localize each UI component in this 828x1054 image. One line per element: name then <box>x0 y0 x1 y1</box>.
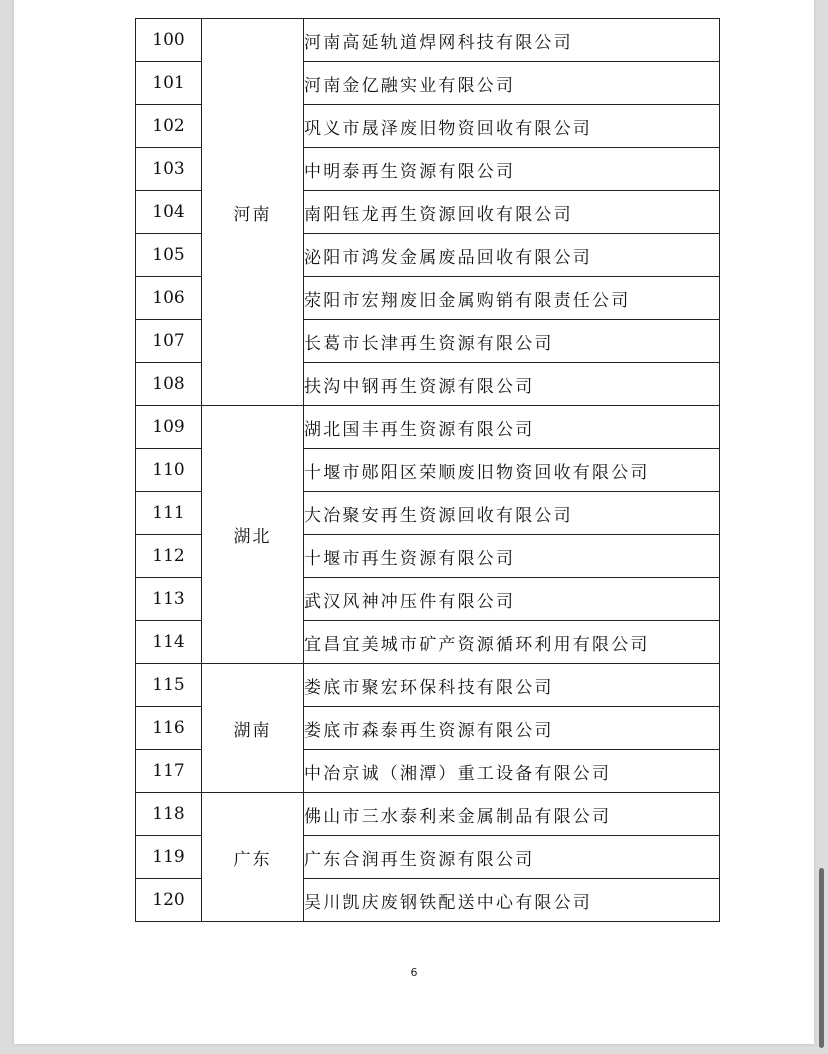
table-row <box>136 793 720 836</box>
company-name: 大冶聚安再生资源回收有限公司 <box>304 492 720 535</box>
row-number: 105 <box>136 234 202 277</box>
table-row <box>136 406 720 449</box>
page-number: 6 <box>410 966 418 979</box>
company-name: 中冶京诚（湘潭）重工设备有限公司 <box>304 750 720 793</box>
row-number: 120 <box>136 879 202 922</box>
row-number: 106 <box>136 277 202 320</box>
row-number: 115 <box>136 664 202 707</box>
province-cell: 湖北 <box>202 406 304 664</box>
company-name: 泌阳市鸿发金属废品回收有限公司 <box>304 234 720 277</box>
company-name: 南阳钰龙再生资源回收有限公司 <box>304 191 720 234</box>
row-number: 108 <box>136 363 202 406</box>
company-name: 宜昌宜美城市矿产资源循环利用有限公司 <box>304 621 720 664</box>
company-name: 广东合润再生资源有限公司 <box>304 836 720 879</box>
company-name: 河南金亿融实业有限公司 <box>304 62 720 105</box>
table-body <box>136 19 720 922</box>
row-number: 112 <box>136 535 202 578</box>
company-name: 河南高延轨道焊网科技有限公司 <box>304 19 720 62</box>
table-row <box>136 19 720 62</box>
scrollbar[interactable] <box>819 868 824 1048</box>
province-cell: 河南 <box>202 19 304 406</box>
company-name: 十堰市郧阳区荣顺废旧物资回收有限公司 <box>304 449 720 492</box>
table-row <box>136 664 720 707</box>
row-number: 101 <box>136 62 202 105</box>
row-number: 114 <box>136 621 202 664</box>
company-name: 中明泰再生资源有限公司 <box>304 148 720 191</box>
company-name: 武汉风神冲压件有限公司 <box>304 578 720 621</box>
company-name: 巩义市晟泽废旧物资回收有限公司 <box>304 105 720 148</box>
row-number: 109 <box>136 406 202 449</box>
company-name: 长葛市长津再生资源有限公司 <box>304 320 720 363</box>
row-number: 104 <box>136 191 202 234</box>
company-name: 吴川凯庆废钢铁配送中心有限公司 <box>304 879 720 922</box>
province-cell: 广东 <box>202 793 304 922</box>
company-name: 娄底市森泰再生资源有限公司 <box>304 707 720 750</box>
row-number: 113 <box>136 578 202 621</box>
company-name: 佛山市三水泰利来金属制品有限公司 <box>304 793 720 836</box>
row-number: 102 <box>136 105 202 148</box>
row-number: 119 <box>136 836 202 879</box>
row-number: 116 <box>136 707 202 750</box>
row-number: 117 <box>136 750 202 793</box>
row-number: 111 <box>136 492 202 535</box>
row-number: 118 <box>136 793 202 836</box>
province-cell: 湖南 <box>202 664 304 793</box>
row-number: 103 <box>136 148 202 191</box>
document-page <box>14 0 814 1044</box>
company-name: 扶沟中钢再生资源有限公司 <box>304 363 720 406</box>
row-number: 110 <box>136 449 202 492</box>
company-name: 十堰市再生资源有限公司 <box>304 535 720 578</box>
row-number: 107 <box>136 320 202 363</box>
row-number: 100 <box>136 19 202 62</box>
company-name: 荥阳市宏翔废旧金属购销有限责任公司 <box>304 277 720 320</box>
company-list-table <box>135 18 720 922</box>
company-name: 娄底市聚宏环保科技有限公司 <box>304 664 720 707</box>
company-name: 湖北国丰再生资源有限公司 <box>304 406 720 449</box>
